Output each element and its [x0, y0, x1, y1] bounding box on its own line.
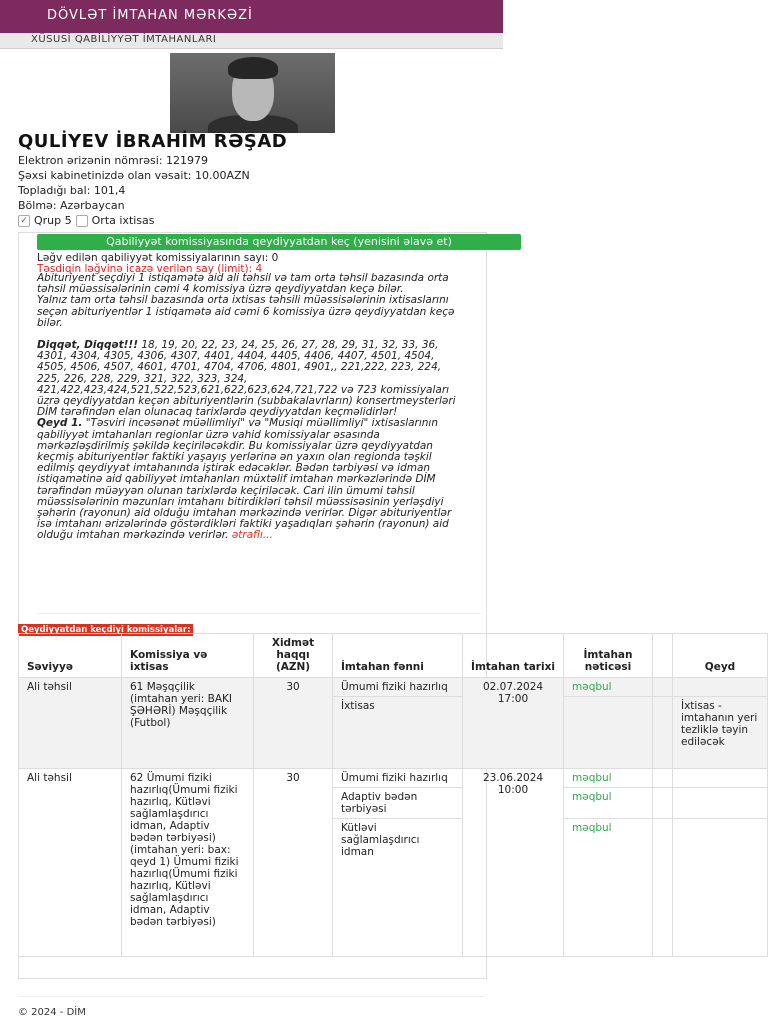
result-cell: məqbul [564, 788, 653, 819]
rule-paragraph-2: Yalnız tam orta təhsil bazasında orta ixtisas təhsili müəssisələrinin ixtisaslarını seçən abituriyentlər 1 istiqamətə aid cəmi 6 komissiya üzrə qeydiyyatdan keçə bilər. [37, 294, 455, 329]
instructions-text [37, 273, 467, 553]
note-cell: İxtisas - imtahanın yeri tezliklə təyin ediləcək [673, 697, 768, 769]
account-balance: Şəxsi kabinetinizdə olan vəsait: 10.00AZN [18, 169, 250, 182]
column-header [653, 634, 673, 678]
header-bar [0, 0, 503, 33]
footer-divider [18, 996, 485, 997]
note-cell [673, 819, 768, 957]
level-cell: Ali təhsil [19, 678, 122, 769]
note-cell [673, 788, 768, 819]
subject-cell: İxtisas [333, 697, 463, 769]
empty-cell [653, 697, 673, 769]
secondary-label: Orta ixtisas [91, 214, 155, 227]
note1-label: Qeyd 1. [37, 417, 83, 430]
table-row [19, 678, 768, 697]
group-options [18, 214, 155, 227]
subject-cell: Adaptiv bədən tərbiyəsi [333, 788, 463, 819]
result-cell: məqbul [564, 819, 653, 957]
sub-header-title: XÜSUSİ QABİLİYYƏT İMTAHANLARI [31, 34, 217, 45]
header-title: DÖVLƏT İMTAHAN MƏRKƏZİ [47, 8, 253, 23]
check-icon: ✓ [20, 215, 28, 226]
result-cell: məqbul [564, 769, 653, 788]
attention-text: 18, 19, 20, 22, 23, 24, 25, 26, 27, 28, 29, 31, 32, 33, 36, 4301, 4304, 4305, 4306, 4307, 4401, 4404, 4405, 4406, 4407, 4501, 4504, 4505, 4506, 4507, 4601, 4701, 4704, 4706, 4801, 4901,, 221,222, 223, 224, 225, 226, 228, 229, 321, 322, 323, 324, 421,422,423,424,521,522,523,621,622,623,624,721,722 və 723 komissiyaları üzrə qeydiyyatdan keçən abituriyentlərin (subbakalavrların) konsertmeysterləri DİM tərəfindən elan olunacaq tarixlərdə qeydiyyatdan keçməlidirlər! [37, 339, 456, 419]
note1-text: "Təsviri incəsənət müəllimliyi" və "Musiqi müəllimliyi" ixtisaslarının qabiliyyət imtahanları regionlar üzrə vahid komissiyalar əsasında mərkəzləşdirilmiş şəkildə keçiriləcəkdir. Bu komissiyalar üzrə qeydiyyatdan keçmiş abituriyentlər faktiki yaşayış yerlərinə ən yaxın olan regionda təşkil edilmiş qeydiyyat imtahanında iştirak edəcəklər. Bədən tərbiyəsi və idman istiqamətinə aid qabiliyyət imtahanları müxtəlif imtahan mərkəzlərində DİM tərəfindən müəyyən olunan tarixlərdə keçiriləcək. Cari ilin ümumi təhsil müəssisələrinin məzunları imtahanı bitirdikləri təhsil müəssisəsinin yerləşdiyi şəhərin (rayonun) aid olduğu imtahan mərkəzində verirlər. Digər abituriyentlər isə imtahanı ərizələrində göstərdikləri faktiki yaşadıqları şəhərin (rayonun) aid olduğu imtahan mərkəzində verirlər. [37, 417, 452, 542]
column-header: İmtahan fənni [333, 634, 463, 678]
secondary-checkbox[interactable] [76, 215, 88, 227]
note-cell [673, 678, 768, 697]
more-link[interactable]: ətraflı... [231, 529, 273, 542]
column-header: Xidmət haqqı (AZN) [254, 634, 333, 678]
column-header: İmtahan tarixi [463, 634, 564, 678]
sub-header [0, 33, 503, 49]
result-cell [564, 697, 653, 769]
table-row [19, 769, 768, 788]
empty-cell [653, 788, 673, 819]
section-info: Bölmə: Azərbaycan [18, 199, 125, 212]
student-photo [170, 53, 335, 133]
column-header: İmtahan nəticəsi [564, 634, 653, 678]
date-cell: 02.07.2024 17:00 [463, 678, 564, 769]
commission-cell: 62 Ümumi fiziki hazırlıq(Ümumi fiziki hazırlıq, Kütləvi sağlamlaşdırıcı idman, Adaptiv bədən tərbiyəsi) (imtahan yeri: bax: qeyd 1) Ümumi fiziki hazırlıq(Ümumi fiziki hazırlıq, Kütləvi sağlamlaşdırıcı idman, Adaptiv bədən tərbiyəsi) [122, 769, 254, 957]
subject-cell: Ümumi fiziki hazırlıq [333, 678, 463, 697]
empty-cell [653, 678, 673, 697]
divider [37, 613, 481, 614]
group-label: Qrup 5 [34, 214, 72, 227]
total-score: Topladığı bal: 101,4 [18, 184, 126, 197]
register-commission-button[interactable]: Qabiliyyət komissiyasında qeydiyyatdan keç (yenisini əlavə et) [37, 234, 521, 250]
registered-commissions-label: Qeydiyyatdan keçdiyi komissiyalar: [18, 624, 193, 636]
commission-cell: 61 Məşqçilik (imtahan yeri: BAKI ŞƏHƏRİ) Məşqçilik (Futbol) [122, 678, 254, 769]
column-header: Komissiya və ixtisas [122, 634, 254, 678]
footer-copyright: © 2024 - DİM [18, 1007, 86, 1018]
application-number: Elektron ərizənin nömrəsi: 121979 [18, 154, 209, 167]
fee-cell: 30 [254, 678, 333, 769]
column-header: Səviyyə [19, 634, 122, 678]
rule-paragraph-1: Abituriyent seçdiyi 1 istiqamətə aid ali təhsil və tam orta təhsil bazasında orta təhsil müəssisələrinin cəmi 4 komissiya üzrə qeydiyyatdan keçə bilər. [37, 272, 449, 296]
note-cell [673, 769, 768, 788]
column-header: Qeyd [673, 634, 768, 678]
student-name: QULİYEV İBRAHİM RƏŞAD [18, 131, 288, 152]
level-cell: Ali təhsil [19, 769, 122, 957]
empty-cell [653, 819, 673, 957]
attention-label: Diqqət, Diqqət!!! [37, 339, 138, 352]
result-cell: məqbul [564, 678, 653, 697]
date-cell: 23.06.2024 10:00 [463, 769, 564, 957]
subject-cell: Ümumi fiziki hazırlıq [333, 769, 463, 788]
empty-cell [653, 769, 673, 788]
registered-commissions-table [18, 633, 768, 957]
group-checkbox[interactable] [18, 215, 30, 227]
table-header-row [19, 634, 768, 678]
cancelled-count: Ləğv edilən qabiliyyət komissiyalarının sayı: 0 [37, 252, 279, 264]
fee-cell: 30 [254, 769, 333, 957]
cancel-limit: Təsdiqin ləğvinə icazə verilən say (limit): 4 [37, 263, 263, 275]
subject-cell: Kütləvi sağlamlaşdırıcı idman [333, 819, 463, 957]
